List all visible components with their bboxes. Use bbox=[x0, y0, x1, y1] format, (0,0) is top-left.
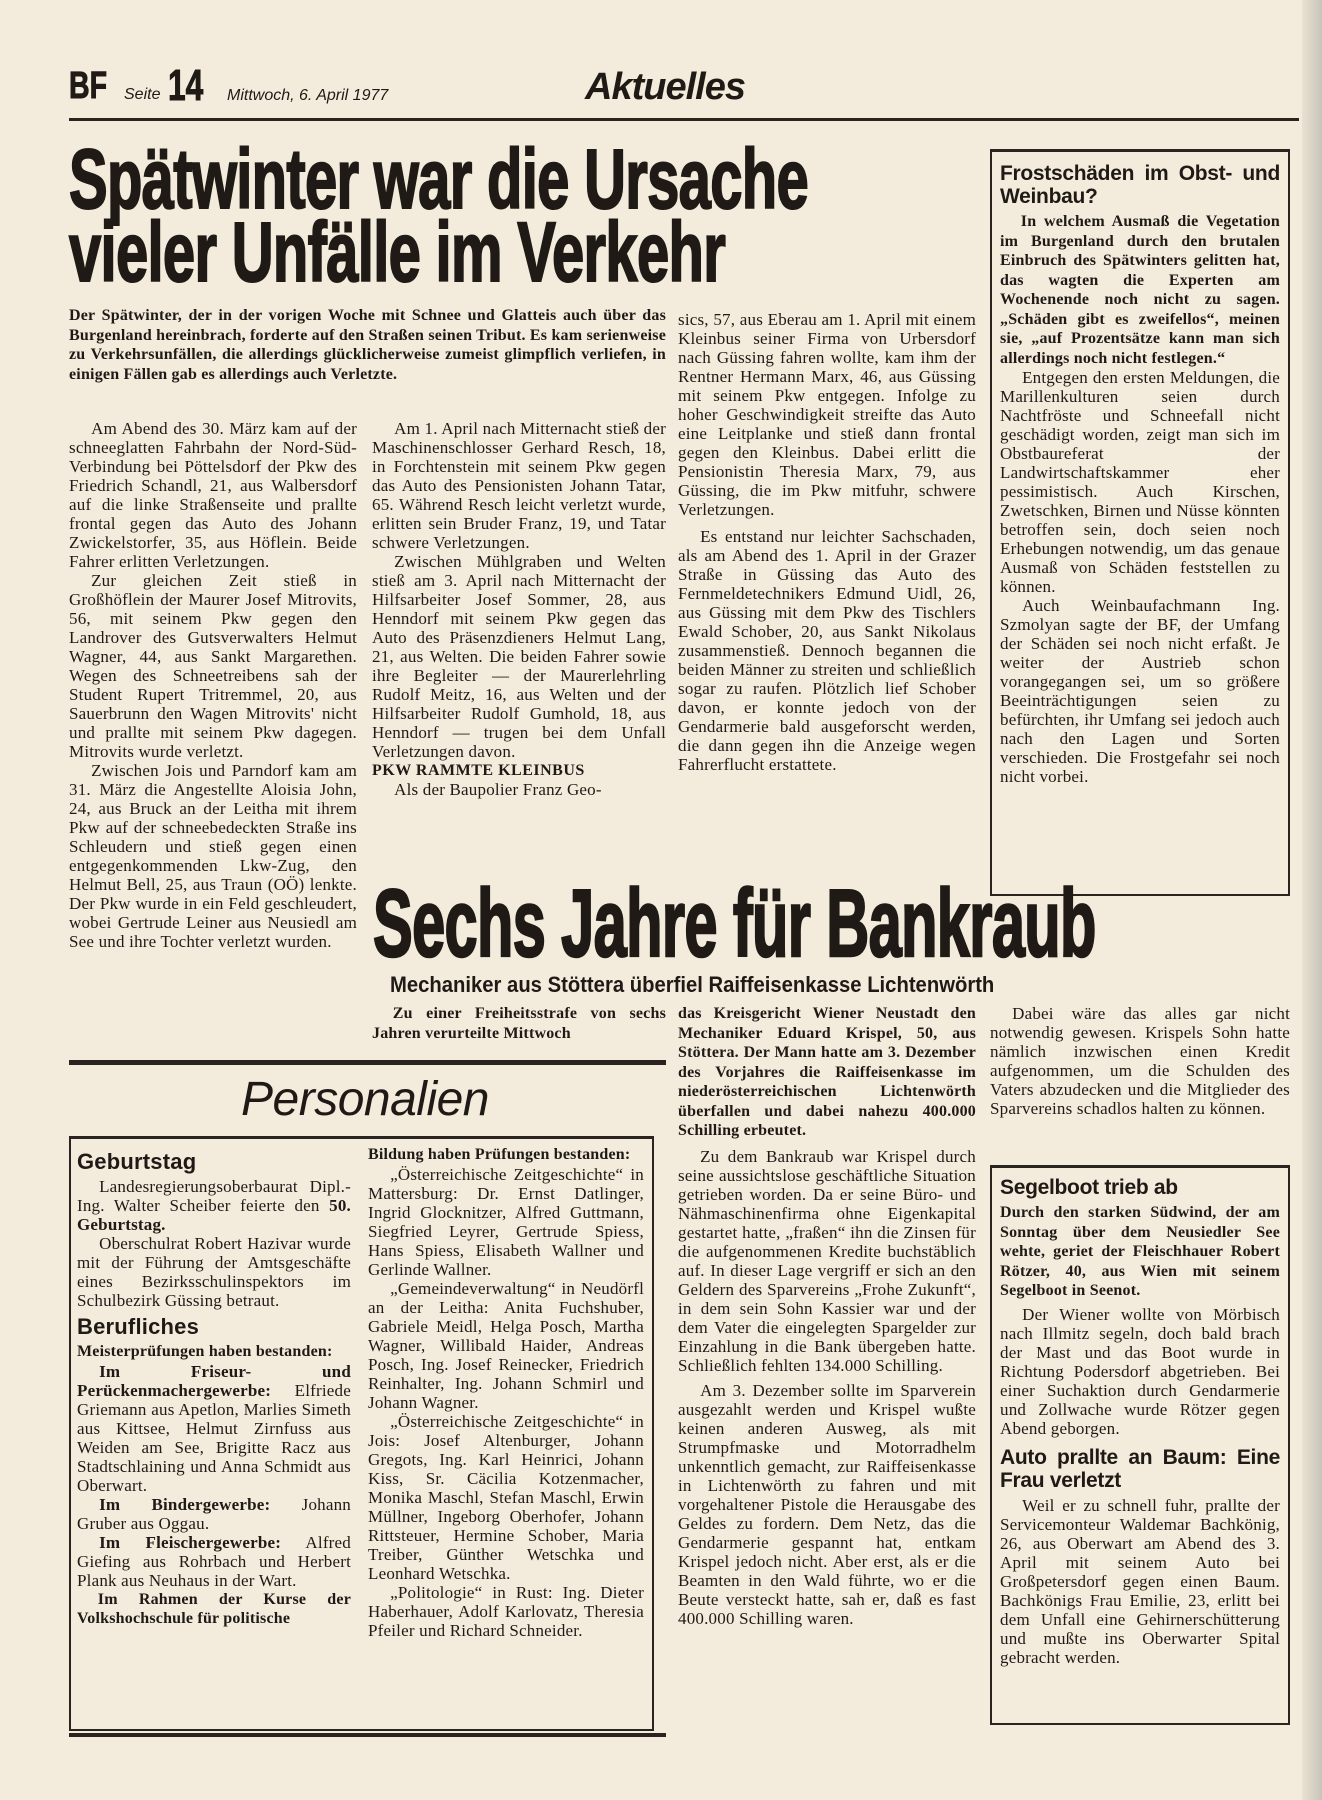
course-entry: „Gemeindeverwaltung“ in Neudörfl an der Leitha: Anita Fuchshuber, Gabriele Meidl, Helga Posch, Martha Wagner, Willibald Haider, Andreas Posch, Ing. Josef Reinecker, Friedrich Reinhalter, Ing. Johann Schmirl und Johann Wagner. bbox=[368, 1278, 644, 1412]
trade-label: Im Bindergewerbe: bbox=[99, 1494, 271, 1514]
bankraub-lead: Zu einer Freiheitsstrafe von sechs Jahren verurteilte Mittwoch bbox=[372, 1005, 666, 1042]
frost-box-title: Frostschäden im Obst- und Weinbau? bbox=[1000, 162, 1280, 208]
paragraph: Als der Baupolier Franz Geo- bbox=[394, 780, 602, 799]
paragraph: Zur gleichen Zeit stieß in Großhöflein der Maurer Josef Mitrovits, 56, mit seinem Pkw gegen den Landrover des Gutsverwalters Helmut Wagner, 44, aus Sankt Margarethen. Wegen des Schneetreibens sah der Student Rupert Tritremmel, 20, aus Sauerbrunn den Wagen Mitrovits' nicht und prallte mit seinem Pkw dagegen. Mitrovits wurde verletzt. bbox=[69, 571, 357, 761]
headline-line-1: Spätwinter war die Ursache bbox=[69, 132, 809, 226]
paragraph: Der Wiener wollte von Mörbisch nach Illmitz segeln, doch bald brach der Mast und das Boot wurde in Richtung Podersdorf abgetrieben. Bei einer Suchaktion durch Gendarmerie und Zollwache wurde Rötzer gegen Abend geborgen. bbox=[1000, 1304, 1280, 1438]
trade-entry bbox=[77, 1362, 351, 1495]
masthead bbox=[69, 60, 1299, 112]
section-title: Aktuelles bbox=[585, 66, 745, 108]
trade-text: Alfred Giefing aus Rohrbach und Herbert Plank aus Neuhaus in der Wart. bbox=[77, 1532, 351, 1590]
paragraph: Zwischen Mühlgraben und Welten stieß am 3. April nach Mitternacht der Hilfsarbeiter Josef Sommer, 28, aus Henndorf mit seinem Pkw gegen das Auto des Präsenzdieners Helmut Lang, 21, aus Welten. Die beiden Fahrer sowie ihre Begleiter — der Maurerlehrling Rudolf Meitz, 16, aus Welten und der Hilfsarbeiter Rudolf Gumhold, 18, aus Henndorf — trugen bei dem Unfall Verletzungen davon. bbox=[372, 552, 666, 761]
paragraph: Entgegen den ersten Meldungen, die Marillenkulturen seien durch Nachtfröste und Schneefall nicht geschädigt worden, zeigt man sich im Obstbaureferat der Landwirtschaftskammer eher pessimistisch. Auch Kirschen, Zwetschken, Birnen und Nüsse könnten betroffen sein, doch seien noch Erhebungen notwendig, um das genaue Ausmaß von Schäden feststellen zu können. bbox=[1000, 368, 1280, 596]
trade-label: Im Friseur- und Perückenmachergewerbe: bbox=[77, 1361, 351, 1400]
bottom-rule bbox=[69, 1733, 666, 1737]
bankraub-lead-continued: das Kreisgericht Wiener Neustadt den Mechaniker Eduard Krispel, 50, aus Stöttera. Der Mann hatte am 3. Dezember des Vorjahres die Raiffeisenkasse im niederösterreichischen Lichtenwörth überfallen und dabei nahezu 400.000 Schilling erbeutet. bbox=[678, 1005, 976, 1139]
trade-label: Im Fleischergewerbe: bbox=[99, 1532, 282, 1552]
career-heading: Berufliches bbox=[77, 1314, 200, 1339]
briefs-content bbox=[1000, 1176, 1280, 1667]
vhs-intro: Im Rahmen der Kurse der Volkshochschule für politische bbox=[77, 1590, 351, 1627]
bankraub-subheadline: Mechaniker aus Stöttera überfiel Raiffeisenkasse Lichtenwörth bbox=[390, 972, 995, 997]
bankraub-headline: Sechs Jahre für Bankraub bbox=[373, 870, 1096, 977]
issue-date: Mittwoch, 6. April 1977 bbox=[227, 87, 389, 104]
frost-damage-box bbox=[990, 149, 1290, 896]
masthead-rule bbox=[69, 118, 1299, 121]
paragraph: Zu dem Bankraub war Krispel durch seine aussichtslose geschäftliche Situation getrieben worden. Da er seine Büro- und Nähmaschinenfirma ohne Eigenkapital gestartet hatte, „fraßen“ ihn die Zinsen für die aufgenommenen Kredite buchstäblich auf. In dieser Lage vergriff er sich an den Geldern des Sparvereins „Frohe Zukunft“, in dem sein Sohn Kassier war und der dem Vater die eingelegten Spargelder zur Einzahlung in die Bank übergeben hatte. Schließlich fehlten 134.000 Schilling. bbox=[678, 1146, 976, 1375]
sailboat-title: Segelboot trieb ab bbox=[1000, 1176, 1178, 1199]
paragraph: sics, 57, aus Eberau am 1. April mit einem Kleinbus seiner Firma von Urbersdorf nach Güssing fahren wollte, kam ihm der Rentner Hermann Marx, 46, aus Güssing mit seinem Pkw entgegen. Infolge zu hoher Geschwindigkeit streifte das Auto eine Leitplanke und stieß dann frontal gegen den Kleinbus. Dabei erlitt die Pensionistin Theresia Marx, 79, aus Güssing, die im Pkw mitfuhr, schwere Verletzungen. bbox=[678, 310, 976, 519]
personalien-title: Personalien bbox=[241, 1073, 489, 1126]
paragraph: Am 1. April nach Mitternacht stieß der Maschinenschlosser Gerhard Resch, 18, in Forchtenstein mit seinem Pkw gegen das Auto des Pensionisten Johann Tatar, 65. Während Resch leicht verletzt wurde, erlitten sein Bruder Franz, 19, und Tatar schwere Verletzungen. bbox=[372, 419, 666, 552]
sailboat-lead: Durch den starken Südwind, der am Sonntag über dem Neusiedler See wehte, geriet der Fleischhauer Robert Rötzer, 40, aus Wien mit seinem Segelboot in Seenot. bbox=[1000, 1204, 1280, 1299]
bankraub-column-c bbox=[990, 1004, 1290, 1118]
personalien-left-column bbox=[77, 1145, 351, 1629]
paragraph: Auch Weinbaufachmann Ing. Szmolyan sagte der BF, der Umfang der Schäden sei noch nicht erfaßt. Je weiter der Austrieb schon vorangegangen sei, um so größere Beeinträchtigungen seien zu befürchten, ihr Umfang sei jedoch auch nach den Lagen und Sorten verschieden. Die Frostgefahr sei noch nicht vorbei. bbox=[1000, 596, 1280, 786]
trade-text: Elfriede Griemann aus Apetlon, Marlies Simeth aus Kittsee, Helmut Zirnfuss aus Weiden am See, Brigitte Racz aus Stadtschlaining und Anna Schmidt aus Oberwart. bbox=[77, 1380, 351, 1495]
article-column-2 bbox=[372, 419, 666, 799]
paragraph: Dabei wäre das alles gar nicht notwendig gewesen. Krispels Sohn hatte nämlich inzwischen einen Kredit aufgenommen, um die Schulden des Vaters abzudecken und die Mitglieder des Sparvereins schadlos halten zu können. bbox=[990, 1004, 1290, 1118]
trade-text: Johann Gruber aus Oggau. bbox=[77, 1494, 351, 1533]
frost-box-content bbox=[1000, 162, 1280, 786]
frost-box-lead: In welchem Ausmaß die Vegetation im Burgenland durch den brutalen Einbruch des Spätwinters gelitten hat, das wagten die Experten am Wochenende noch nicht zu sagen. „Schäden gibt es zweifellos“, meinen sie, „auf Prozentsätze kann man sich allerdings noch nicht festlegen.“ bbox=[1000, 213, 1280, 367]
course-entry: „Österreichische Zeitgeschichte“ in Mattersburg: Dr. Ernst Datlinger, Ingrid Glocknitzer, Alfred Guttmann, Siegfried Leyrer, Gertrude Spiess, Hans Spiess, Elisabeth Wallner und Gerlinde Wallner. bbox=[368, 1164, 644, 1279]
article-lead: Der Spätwinter, der in der vorigen Woche mit Schnee und Glatteis auch über das Burgenland hereinbrach, forderte auf den Straßen seinen Tribut. Es kam serienweise zu Verkehrsunfällen, die allerdings glücklicherweise zumeist glimpflich verliefen, in einigen Fällen gab es allerdings auch Verletzte. bbox=[69, 307, 666, 383]
paragraph: Es entstand nur leichter Sachschaden, als am Abend des 1. April in der Grazer Straße in Güssing das Auto des Fernmeldetechnikers Edmund Uidl, 26, aus Güssing mit dem Pkw des Tischlers Ewald Schober, 20, aus Sankt Nikolaus zusammenstieß. Dennoch begannen die beiden Männer zu streiten und schließlich sogar zu raufen. Plötzlich lief Schober davon, er konnte jedoch von der Gendarmerie bald ausgeforscht werden, die dann gegen ihn die Anzeige wegen Fahrerflucht erstattete. bbox=[678, 527, 976, 774]
vhs-intro-continued: Bildung haben Prüfungen bestanden: bbox=[368, 1146, 631, 1163]
birthday-highlight: 50. Geburtstag. bbox=[77, 1196, 352, 1234]
course-entry: „Politologie“ in Rust: Ing. Dieter Haberhauer, Adolf Karlovatz, Theresia Pfeiler und Richard Schneider. bbox=[368, 1582, 644, 1640]
paragraph: Am 3. Dezember sollte im Sparverein ausgezahlt werden und Krispel wußte keinen anderen Ausweg, als mit Strumpfmaske und Motorradhelm unkenntlich gemacht, zur Raiffeisenkasse in Lichtenwörth zu fahren und mit vorgehaltener Pistole die Herausgabe des Geldes zu fordern. Dem Netz, das die Gendarmerie gespannt hat, entkam Krispel jedoch nicht. Aber erst, als er die Beamten in den Wald führte, wo er die Beute versteckt hatte, sah er, daß es fast 400.000 Schilling waren. bbox=[678, 1380, 976, 1628]
paragraph: Oberschulrat Robert Hazivar wurde mit der Führung der Amtsgeschäfte eines Bezirksschulinspektors im Schulbezirk Güssing betraut. bbox=[77, 1234, 351, 1310]
paragraph: Zwischen Jois und Parndorf kam am 31. März die Angestellte Aloisia John, 24, aus Bruck an der Leitha mit ihrem Pkw auf der schneebedeckten Straße ins Schleudern und stieß gegen einen entgegenkommenden Lkw-Zug, den Helmut Bell, 25, aus Traun (OÖ) lenkte. Der Pkw wurde in ein Feld geschleudert, wobei Gertrude Leiner aus Neusiedl am See und ihre Tochter verletzt wurden. bbox=[69, 761, 357, 951]
personalien-right-column bbox=[368, 1145, 644, 1640]
birthday-heading: Geburtstag bbox=[77, 1149, 197, 1174]
newspaper-logo: BF bbox=[69, 65, 107, 107]
personalien-box bbox=[69, 1136, 654, 1731]
personalien-top-rule bbox=[69, 1060, 666, 1065]
subheading: PKW RAMMTE KLEINBUS bbox=[372, 762, 585, 779]
page-number: 14 bbox=[168, 61, 204, 110]
paragraph bbox=[77, 1177, 351, 1234]
article-column-3 bbox=[678, 310, 976, 774]
briefs-box bbox=[990, 1165, 1290, 1725]
paragraph: Weil er zu schnell fuhr, prallte der Servicemonteur Waldemar Bachkönig, 26, aus Oberwart am Abend des 3. April mit seinem Auto bei Großpetersdorf gegen einen Baum. Bachkönigs Frau Emilie, 23, erlitt bei dem Unfall eine Gehirnerschütterung und mußte ins Oberwarter Spital gebracht werden. bbox=[1000, 1495, 1280, 1667]
article-column-1 bbox=[69, 419, 357, 951]
crash-title: Auto prallte an Baum: Eine Frau verletzt bbox=[1000, 1445, 1280, 1492]
birthday-text: Landesregierungsoberbaurat Dipl.-Ing. Walter Scheiber feierte den bbox=[77, 1177, 351, 1215]
page-label: Seite bbox=[124, 86, 161, 103]
exams-intro: Meisterprüfungen haben bestanden: bbox=[77, 1343, 333, 1360]
trade-entry bbox=[77, 1495, 351, 1533]
page-edge-shadow bbox=[1302, 0, 1322, 1800]
paragraph: Am Abend des 30. März kam auf der schneeglatten Fahrbahn der Nord-Süd-Verbindung bei Pöttelsdorf der Pkw des Friedrich Schandl, 21, aus Walbersdorf auf die linke Straßenseite und prallte frontal gegen das Auto des Johann Zwickelstorfer, 35, aus Höflein. Beide Fahrer erlitten Verletzungen. bbox=[69, 419, 357, 571]
bankraub-column-b bbox=[678, 1004, 976, 1628]
course-entry: „Österreichische Zeitgeschichte“ in Jois: Josef Altenburger, Johann Gregots, Ing. Karl Heinrici, Johann Kiss, Sr. Cäcilia Kotzenmacher, Monika Maschl, Stefan Maschl, Erwin Müllner, Ingeborg Oberhofer, Johann Rittsteuer, Hermine Schober, Maria Treiber, Günther Wetschka und Leonhard Wetschka. bbox=[368, 1411, 644, 1583]
headline-line-2: vieler Unfälle im Verkehr bbox=[69, 205, 726, 299]
bankraub-column-a bbox=[372, 1004, 666, 1043]
trade-entry bbox=[77, 1533, 351, 1590]
